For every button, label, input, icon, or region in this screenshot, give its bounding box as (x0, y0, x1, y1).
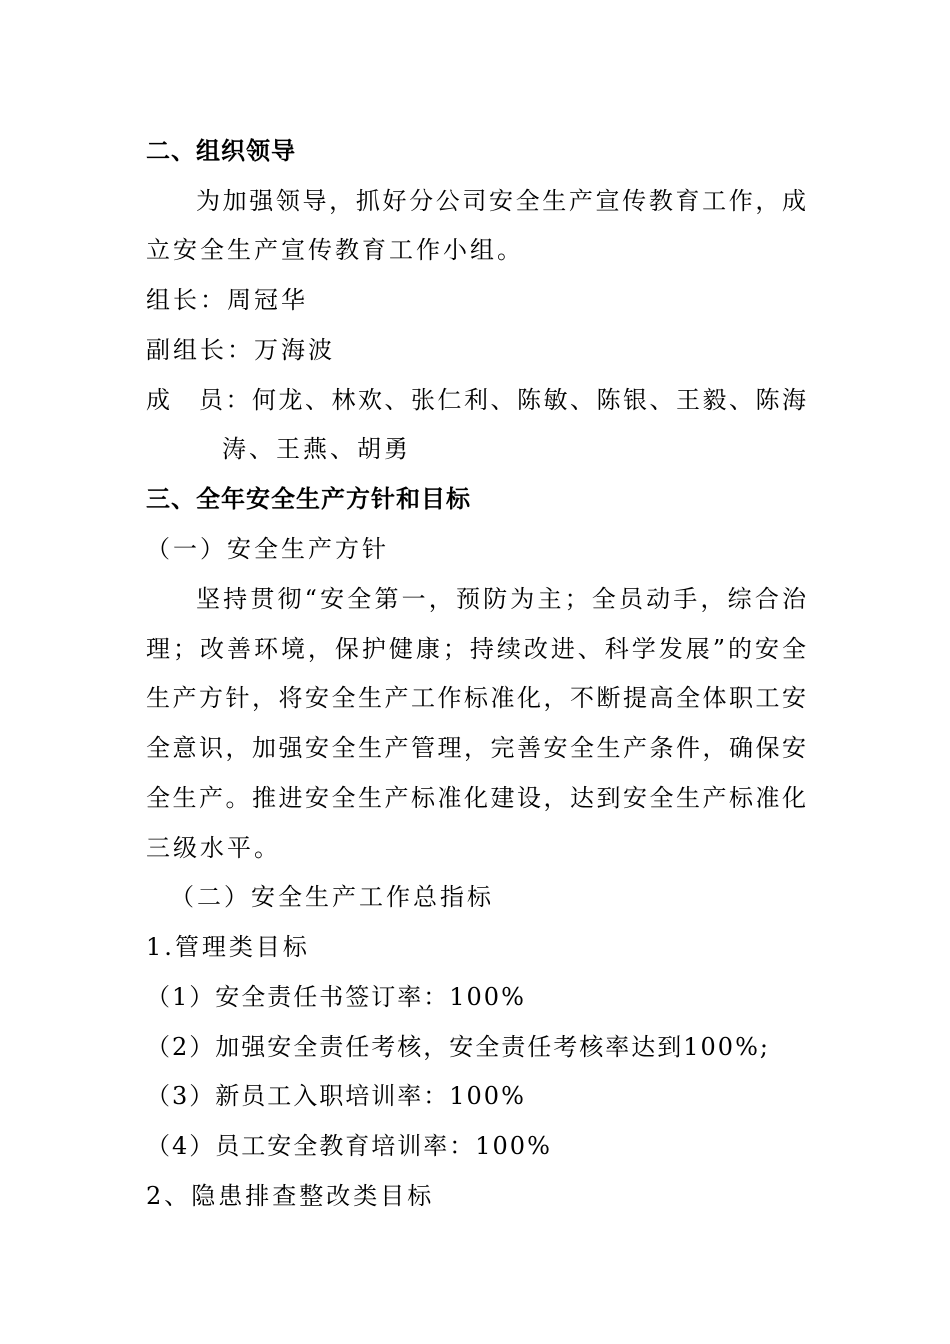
list-item: （2）加强安全责任考核，安全责任考核率达到100%; (146, 1033, 770, 1061)
subsection-heading-targets: （二）安全生产工作总指标 (170, 883, 494, 911)
list-item: （3）新员工入职培训率：100% (146, 1082, 526, 1110)
team-leader: 组长：周冠华 (146, 286, 308, 314)
section-heading-organization: 二、组织领导 (146, 137, 296, 165)
paragraph-line: 三级水平。 (146, 834, 281, 862)
team-members-continued: 涛、王燕、胡勇 (222, 435, 411, 463)
paragraph-line: 立安全生产宣传教育工作小组。 (146, 236, 524, 264)
team-deputy-leader: 副组长：万海波 (146, 336, 335, 364)
management-targets-heading: 1.管理类目标 (146, 933, 310, 961)
paragraph-line: 生产方针，将安全生产工作标准化，不断提高全体职工安 (146, 684, 806, 712)
paragraph-line: 全意识，加强安全生产管理，完善安全生产条件，确保安 (146, 734, 806, 762)
subsection-heading-policy: （一）安全生产方针 (146, 535, 389, 563)
paragraph-line: 为加强领导，抓好分公司安全生产宣传教育工作，成 (196, 187, 806, 215)
paragraph-line: 坚持贯彻“安全第一，预防为主；全员动手，综合治 (196, 585, 806, 613)
list-item: （4）员工安全教育培训率：100% (146, 1132, 552, 1160)
paragraph-line: 全生产。推进安全生产标准化建设，达到安全生产标准化 (146, 784, 806, 812)
team-members: 成 员：何龙、林欢、张仁利、陈敏、陈银、王毅、陈海 (146, 386, 806, 414)
section-heading-policy-targets: 三、全年安全生产方针和目标 (146, 485, 471, 513)
list-item: （1）安全责任书签订率：100% (146, 983, 526, 1011)
paragraph-line: 理；改善环境，保护健康；持续改进、科学发展”的安全 (146, 635, 806, 663)
hazard-targets-heading: 2、隐患排查整改类目标 (146, 1182, 435, 1210)
